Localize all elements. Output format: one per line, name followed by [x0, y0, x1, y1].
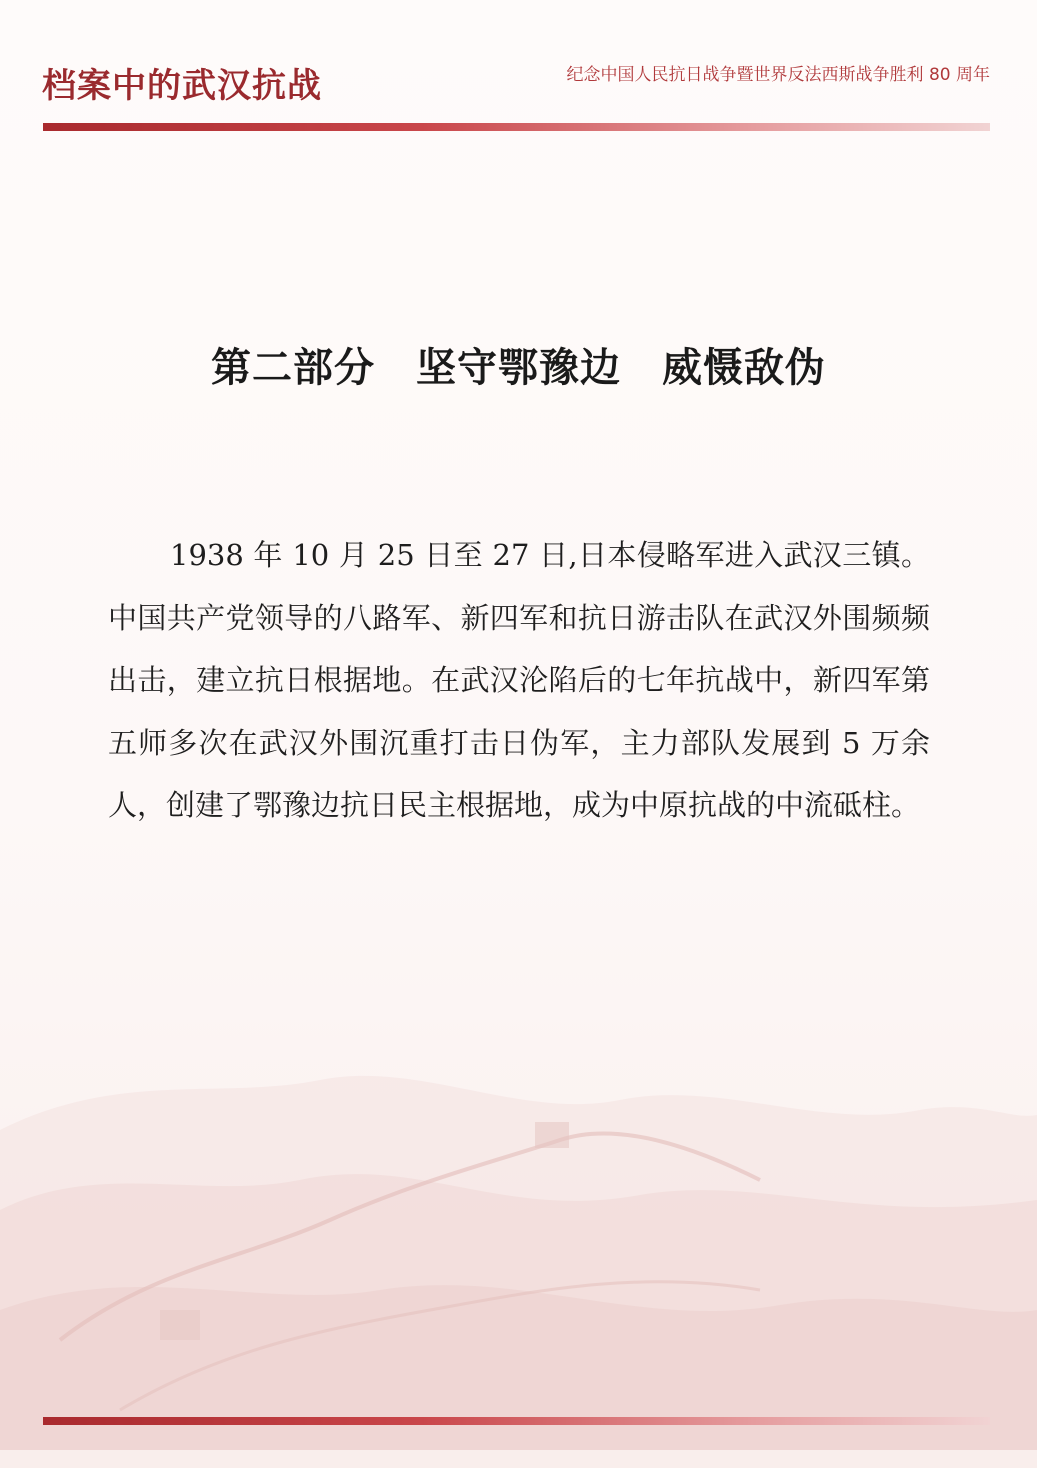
header-tagline: 纪念中国人民抗日战争暨世界反法西斯战争胜利 80 周年	[566, 65, 990, 85]
logo-title: 档案中的武汉抗战	[42, 66, 322, 106]
header-divider	[43, 123, 990, 131]
body-paragraph: 1938 年 10 月 25 日至 27 日,日本侵略军进入武汉三镇。中国共产党领导的八路军、新四军和抗日游击队在武汉外围频频出击，建立抗日根据地。在武汉沦陷后的七年抗战中，新四军第五师多次在武汉外围沉重打击日伪军，主力部队发展到 5 万余人，创建了鄂豫边抗日民主根据地，成为中原抗战的中流砥柱。	[108, 538, 930, 822]
footer-divider	[43, 1417, 990, 1425]
section-title: 第二部分 坚守鄂豫边 威慑敌伪	[211, 344, 826, 391]
great-wall-watermark	[0, 1010, 1037, 1450]
